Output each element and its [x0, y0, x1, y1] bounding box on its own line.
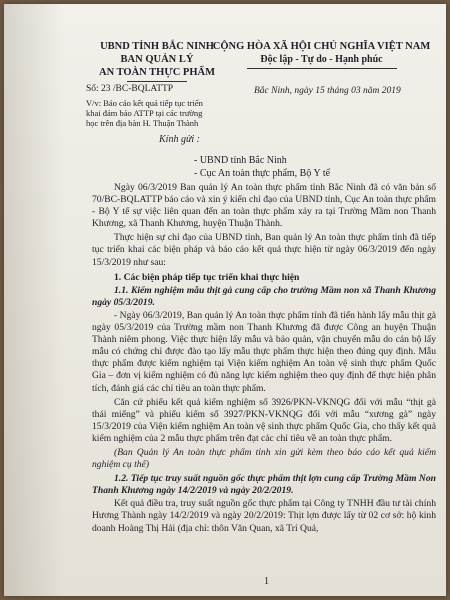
place-and-date: Bắc Ninh, ngày 15 tháng 03 năm 2019 — [254, 86, 401, 96]
section-heading: 1. Các biện pháp tiếp tục triển khai thực hiện — [114, 271, 300, 283]
national-header — [204, 40, 439, 69]
body-paragraph: Thực hiện sự chỉ đạo của UBND tỉnh, Ban quản lý An toàn thực phẩm tỉnh đã tiếp tục triển khai các biện pháp và báo cáo kết quả thực hiện từ ngày 06/3/2019 đến ngày 15/3/2019 như sau: — [92, 232, 436, 268]
nation-motto: Độc lập - Tự do - Hạnh phúc — [260, 54, 383, 65]
body-paragraph: Ngày 06/3/2019 Ban quản lý An toàn thực phẩm tỉnh Bắc Ninh đã có văn bản số 70/BC-BQLATTP báo cáo và xin ý kiến chỉ đạo của UBND tỉnh, Cục An toàn thực phẩm - Bộ Y tế sự việc liên quan đến an toàn thực phẩm xảy ra tại Trường Mầm non Thanh Khương, xã Thanh Khương, huyện Thuận Thành. — [92, 182, 436, 230]
org-line-1: UBND TỈNH BẮC NINH — [100, 41, 214, 52]
document-page — [4, 4, 446, 596]
attachment-note: (Ban Quản lý An toàn thực phẩm tỉnh xin gửi kèm theo báo cáo kết quả kiểm nghiệm cụ thể) — [92, 446, 436, 471]
body-paragraph: - Ngày 06/3/2019, Ban quản lý An toàn thực phẩm tỉnh đã tiến hành lấy mẫu thịt gà ngày 05/3/2019 của Trường mầm non Thanh Khương đã được Công an huyện Thuận Thành niêm phong. Việc thực hiện lấy mẫu và bảo quản, vận chuyển mẫu do cán bộ lấy mẫu có chứng chỉ được đào tạo lấy mẫu thực phẩm thực hiện theo đúng quy định. Mẫu thực phẩm được kiểm nghiệm tại Viện kiểm nghiệm An toàn vệ sinh thực phẩm Quốc Gia – đơn vị kiểm nghiệm có đủ năng lực kiểm nghiệm theo quy định để thực hiện phân tích, đánh giá các chỉ tiêu an toàn thực phẩm. — [92, 309, 436, 394]
document-header — [4, 40, 446, 120]
body-paragraph: Kết quả điều tra, truy suất nguồn gốc thực phẩm tại Công ty TNHH đầu tư tài chính Hương Thành ngày 14/2/2019 và ngày 20/2/2019: Thịt lợn được lấy từ 02 cơ sở: hộ kinh doanh Hoàng Thị Hải (địa chỉ: thôn Văn Quan, xã Trí Quả, — [92, 498, 436, 534]
document-body — [92, 182, 436, 537]
body-paragraph: Căn cứ phiếu kết quả kiểm nghiệm số 3926/PKN-VKNQG đối với mẫu “thịt gà thái miếng” và phiếu kiểm số 3927/PKN-VKNQG đối với mẫu “xương gà” ngày 15/3/2019 của Viện kiểm nghiệm An toàn vệ sinh thực phẩm Quốc Gia, cho thấy kết quả kiểm nghiệm của 2 mẫu thực phẩm trên đạt các chỉ tiêu về an toàn thực phẩm. — [92, 396, 436, 444]
org-line-2: BAN QUẢN LÝ — [120, 54, 194, 65]
subsection-heading: 1.1. Kiểm nghiệm mẫu thịt gà cung cấp cho trường Mầm non xã Thanh Khương ngày 05/3/2019. — [92, 284, 436, 308]
org-underline — [127, 81, 187, 82]
document-summary: V/v: Báo cáo kết quả tiếp tục triển khai đảm bảo ATTP tại các trường học trên địa bàn H. Thuận Thành — [86, 98, 203, 128]
subsection-heading: 1.2. Tiếp tục truy suất nguồn gốc thực phẩm thịt lợn cung cấp Trường Mầm Non Thanh Khương ngày 14/2/2019 và ngày 20/2/2019. — [92, 473, 436, 497]
recipient-item: - UBND tỉnh Bắc Ninh — [194, 155, 287, 166]
addressee-label: Kính gửi : — [159, 134, 201, 145]
recipient-item: - Cục An toàn thực phẩm, Bộ Y tế — [194, 168, 331, 179]
motto-underline — [247, 68, 397, 69]
document-number: Số: 23 /BC-BQLATTP — [86, 84, 174, 94]
recipient-list — [194, 154, 330, 180]
page-number: 1 — [264, 576, 269, 587]
org-line-3: AN TOÀN THỰC PHẨM — [99, 67, 215, 78]
nation-title: CỘNG HÒA XÃ HỘI CHỦ NGHĨA VIỆT NAM — [212, 41, 431, 52]
